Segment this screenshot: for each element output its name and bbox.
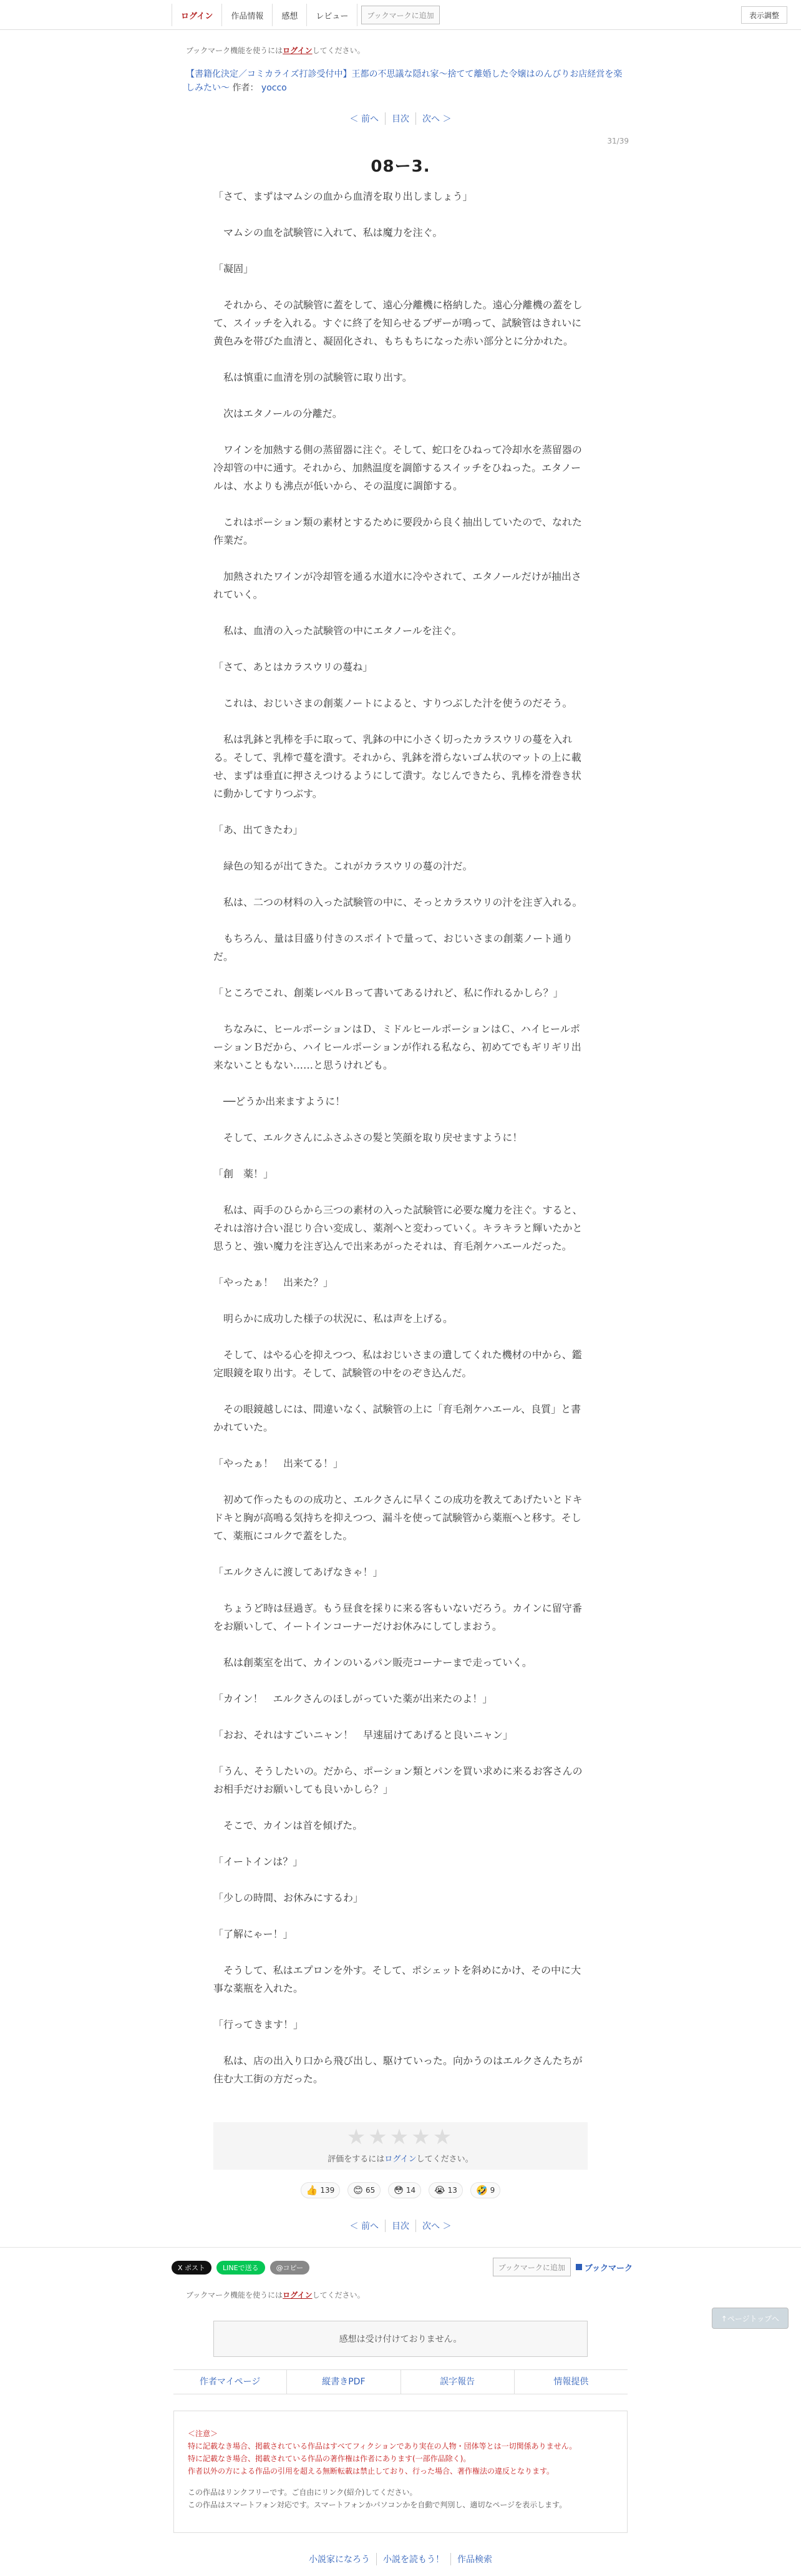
body-paragraph: 私は、店の出入り口から飛び出し、駆けていった。向かうのはエルクさんたちが住む大工街の方だった。	[213, 2055, 583, 2085]
body-paragraph: その眼鏡越しには、間違いなく、試験管の上に「育毛剤ケハエール、良質」と書かれていた。	[213, 1403, 581, 1433]
x-post-button[interactable]: X ポスト	[172, 2261, 211, 2275]
author-link[interactable]: yocco	[261, 83, 287, 93]
body-paragraph: 私は、血清の入った試験管の中にエタノールを注ぐ。	[213, 625, 462, 637]
body-paragraph: ちょうど時は昼過ぎ。もう昼食を採りに来る客もいないだろう。カインに留守番をお願いして、イートインコーナーだけお休みにしてしまおう。	[213, 1602, 582, 1632]
reaction-count: 13	[447, 2186, 457, 2195]
body-paragraph: 「さて、まずはマムシの血から血清を取り出しましょう」	[213, 190, 473, 202]
body-paragraph: 「うん、そうしたいの。だから、ポーション類とパンを買い求めに来るお客さんのお相手だけお願いしても良いかしら？」	[213, 1765, 583, 1795]
bookmark-login-note: ブックマーク機能を使うにはログインしてください。	[186, 46, 365, 55]
novel-title	[186, 67, 623, 95]
novel-body	[213, 187, 588, 2106]
prev-link-bottom[interactable]: ＜ 前へ	[344, 2220, 386, 2232]
yomou-link[interactable]: 小説を読もう！	[377, 2553, 451, 2565]
body-paragraph: それから、その試験管に蓋をして、遠心分離機に格納した。遠心分離機の蓋をして、スイッチを入れる。すぐに終了を知らせるブザーが鳴って、試験管はきれいに黄色みを帯びた血清と、凝固化され、もちもちになった赤い部分とに分かれた。	[213, 299, 583, 347]
novel-title-link[interactable]: 【書籍化決定／コミカライズ打診受付中】王都の不思議な隠れ家〜捨てて離婚した令嬢はのんびりお店経営を楽しみたい〜	[186, 69, 623, 93]
reaction-emoji-icon: 😭	[434, 2185, 445, 2196]
page-count: 31/39	[607, 137, 629, 145]
body-paragraph: 私は創薬室を出て、カインのいるパン販売コーナーまで走っていく。	[213, 1657, 532, 1668]
notice-info-1: この作品はリンクフリーです。ご自由にリンク(紹介)してください。	[188, 2488, 417, 2497]
body-paragraph: 加熱されたワインが冷却管を通る水道水に冷やされて、エタノールだけが抽出されていく。	[213, 571, 581, 600]
author-label: 作者：	[232, 83, 259, 93]
rating-note: 評価をするにはログインしてください。	[328, 2155, 473, 2164]
bookmark-add-button[interactable]: ブックマークに追加	[361, 6, 439, 24]
rating-stars[interactable]: ★★★★★	[346, 2125, 455, 2150]
notice-info-2: この作品はスマートフォン対応です。スマートフォンかパソコンかを自動で判別し、適切なページを表示します。	[188, 2500, 567, 2509]
rating-login-link[interactable]: ログイン	[384, 2155, 417, 2164]
body-paragraph: 「少しの時間、お休みにするわ」	[213, 1892, 364, 1904]
body-paragraph: これは、おじいさまの創薬ノートによると、すりつぶした汁を使うのだそう。	[213, 697, 573, 709]
pager-top	[0, 112, 801, 125]
narou-link[interactable]: 小説家になろう	[303, 2553, 377, 2565]
bookmark-link[interactable]: ブックマーク	[576, 2261, 633, 2273]
pager-bottom	[0, 2220, 801, 2232]
body-paragraph: 「おお、それはすごいニャン！ 早速届けてあげると良いニャン」	[213, 1729, 513, 1741]
bookmark-add-button-bottom[interactable]: ブックマークに追加	[493, 2258, 571, 2276]
body-paragraph: 「行ってきます！」	[213, 2019, 304, 2030]
reaction-emoji-icon: 😳	[394, 2185, 404, 2196]
notice-info	[188, 2486, 613, 2511]
body-paragraph: 「エルクさんに渡してあげなきゃ！」	[213, 1566, 383, 1578]
reaction-button[interactable]	[347, 2182, 381, 2198]
page-top-button[interactable]: ↑ページトップへ	[712, 2308, 789, 2329]
body-paragraph: そして、はやる心を抑えつつ、私はおじいさまの遺してくれた機材の中から、鑑定眼鏡を取り出す。そして、試験管の中をのぞき込んだ。	[213, 1349, 582, 1379]
body-paragraph: ──どうか出来ますように！	[213, 1095, 346, 1107]
reaction-button[interactable]	[429, 2182, 463, 2198]
next-link[interactable]: 次へ ＞	[422, 114, 452, 124]
bottom-links	[0, 2553, 801, 2565]
typo-report-link[interactable]: 誤字報告	[401, 2370, 515, 2394]
body-paragraph: 私は慎重に血清を別の試験管に取り出す。	[213, 371, 412, 383]
body-paragraph: 私は、両手のひらから三つの素材の入った試験管に必要な魔力を注ぐ。すると、それは溶け合い混じり合い変成し、薬剤へと変わっていく。キラキラと輝いたかと思うと、強い魔力を注ぎ込んで出来あがったそれは、育毛剤ケハエールだった。	[213, 1204, 583, 1252]
note-login-link[interactable]: ログイン	[283, 46, 313, 55]
comment-closed-box: 感想は受け付けておりません。	[213, 2321, 588, 2357]
body-paragraph: 私は、二つの材料の入った試験管の中に、そっとカラスウリの汁を注ぎ入れる。	[213, 896, 583, 908]
body-paragraph: 「了解にゃー！」	[213, 1928, 293, 1940]
body-paragraph: そして、エルクさんにふさふさの髪と笑顔を取り戻せますように！	[213, 1132, 523, 1144]
display-settings-button[interactable]: 表示調整	[741, 6, 787, 24]
body-paragraph: 「凝固」	[213, 263, 254, 275]
notice-warn-1: 特に記載なき場合、掲載されている作品はすべてフィクションであり実在の人物・団体等とは一切関係ありません。	[188, 2442, 577, 2451]
reactions	[0, 2182, 801, 2198]
body-paragraph: 明らかに成功した様子の状況に、私は声を上げる。	[213, 1313, 454, 1325]
body-paragraph: 初めて作ったものの成功と、エルクさんに早くこの成功を教えてあげたいとドキドキと胸が高鳴る気持ちを抑えつつ、漏斗を使って試験管から薬瓶へと移す。そして、薬瓶にコルクで蓋をした。	[213, 1494, 583, 1542]
top-nav-items	[172, 4, 440, 26]
feedback-link[interactable]: 感想	[273, 4, 307, 26]
work-info-link[interactable]: 作品情報	[222, 4, 273, 26]
reaction-button[interactable]	[388, 2182, 421, 2198]
reaction-button[interactable]	[301, 2182, 341, 2198]
reaction-emoji-icon: 😊	[353, 2185, 363, 2196]
login-link[interactable]: ログイン	[172, 4, 222, 26]
search-link[interactable]: 作品検索	[457, 2555, 492, 2565]
body-paragraph: これはポーション類の素材とするために要段から良く抽出していたので、なれた作業だ。	[213, 516, 583, 546]
info-provide-link[interactable]: 情報提供	[553, 2377, 589, 2387]
reaction-count: 14	[405, 2186, 416, 2195]
body-paragraph: マムシの血を試験管に入れて、私は魔力を注ぐ。	[213, 227, 443, 238]
reaction-button[interactable]	[470, 2182, 500, 2198]
notice-warn-3: 作者以外の方による作品の引用を超える無断転載は禁止しており、行った場合、著作権法の違反となります。	[188, 2467, 555, 2476]
body-paragraph: そうして、私はエプロンを外す。そして、ポシェットを斜めにかけ、その中に大事な薬瓶を入れた。	[213, 1964, 581, 1994]
body-paragraph: そこで、カインは首を傾げた。	[213, 1819, 363, 1831]
toc-link-bottom[interactable]: 目次	[386, 2220, 416, 2232]
body-paragraph: 「イートインは？」	[213, 1856, 303, 1868]
body-paragraph: 緑色の知るが出てきた。これがカラスウリの蔓の汁だ。	[213, 860, 473, 872]
top-nav	[0, 0, 801, 30]
body-paragraph: 「さて、あとはカラスウリの蔓ね」	[213, 661, 373, 673]
notice-warn-2: 特に記載なき場合、掲載されている作品の著作権は作者にあります(一部作品除く)。	[188, 2454, 471, 2463]
toc-link[interactable]: 目次	[386, 112, 416, 125]
footer-links	[173, 2369, 628, 2394]
reaction-emoji-icon: 🤣	[475, 2185, 488, 2196]
body-paragraph: 「創 薬！」	[213, 1168, 274, 1180]
bookmark-area	[493, 2258, 633, 2276]
reaction-count: 139	[320, 2186, 335, 2195]
chapter-title: 08ー3.	[371, 157, 430, 176]
body-paragraph: 「やったぁ！ 出来てる！」	[213, 1457, 344, 1469]
body-paragraph: 次はエタノールの分離だ。	[213, 408, 342, 419]
body-paragraph: もちろん、量は目盛り付きのスポイトで量って、おじいさまの創薬ノート通りだ。	[213, 933, 573, 962]
notice-title: ＜注意＞	[188, 2429, 218, 2438]
next-link-bottom[interactable]: 次へ ＞	[422, 2221, 452, 2231]
reaction-count: 9	[490, 2186, 495, 2195]
body-paragraph: ワインを加熱する側の蒸留器に注ぐ。そして、蛇口をひねって冷却水を蒸留器の冷却管の中に通す。それから、加熱温度を調節するスイッチをひねった。エタノールは、水よりも沸点が低いから、その温度に調節する。	[213, 444, 582, 492]
body-paragraph: ちなみに、ヒールポーションはＤ、ミドルヒールポーションはＣ、ハイヒールポーションＢだから、ハイヒールポーションが作れる私なら、初めてでもギリギリ出来ないこともない……と思うけれども。	[213, 1023, 581, 1071]
vertical-pdf-link[interactable]: 縦書きPDF	[287, 2370, 400, 2394]
body-paragraph: 「カイン！ エルクさんのほしがっていた薬が出来たのよ！」	[213, 1693, 493, 1705]
body-paragraph: 「やったぁ！ 出来た？」	[213, 1276, 334, 1288]
reaction-count: 65	[365, 2186, 376, 2195]
prev-link[interactable]: ＜ 前へ	[344, 112, 386, 125]
line-share-button[interactable]: LINEで送る	[216, 2261, 265, 2275]
share-bar	[172, 2261, 309, 2275]
body-paragraph: 私は乳鉢と乳棒を手に取って、乳鉢の中に小さく切ったカラスウリの蔓を入れる。そして、乳棒で蔓を潰す。それから、乳鉢を滑らないゴム状のマットの上に載せ、まずは垂直に押さえつけるようにして潰す。なじんできたら、乳棒を滑巻き状に動かしてすりつぶす。	[213, 733, 581, 800]
review-link[interactable]: レビュー	[307, 4, 357, 26]
divider	[0, 2247, 801, 2248]
copy-button[interactable]: @コピー	[270, 2261, 310, 2275]
author-mypage-link[interactable]: 作者マイページ	[173, 2370, 287, 2394]
rating-box	[213, 2122, 588, 2170]
reaction-emoji-icon: 👍	[306, 2185, 318, 2196]
body-paragraph: 「あ、出てきたわ」	[213, 824, 303, 836]
body-paragraph: 「ところでこれ、創薬レベルＢって書いてあるけれど、私に作れるかしら？」	[213, 987, 563, 999]
note-login-link-bottom[interactable]: ログイン	[283, 2291, 313, 2299]
bookmark-icon	[576, 2264, 582, 2270]
notice-box	[173, 2411, 628, 2533]
bookmark-login-note-bottom: ブックマーク機能を使うにはログインしてください。	[186, 2291, 365, 2299]
